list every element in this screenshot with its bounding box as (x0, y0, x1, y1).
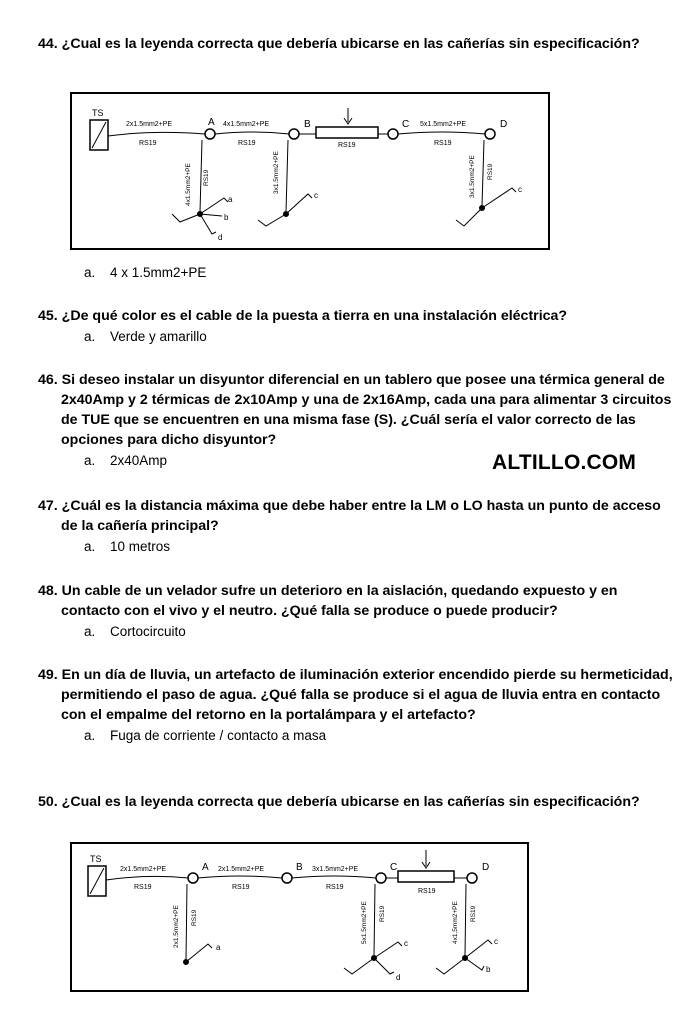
answer-letter: a. (84, 329, 96, 344)
answer-text: 4 x 1.5mm2+PE (110, 265, 207, 280)
seg4-bot-label: RS19 (434, 140, 452, 147)
lamp-box (398, 871, 454, 882)
node-B-label: B (296, 862, 303, 873)
answer-letter: a. (84, 265, 96, 280)
answer-letter: a. (84, 539, 96, 554)
switch-C-2 (374, 942, 402, 958)
seg1-bot-label: RS19 (134, 884, 152, 891)
node-C (388, 129, 398, 139)
dropA-line (186, 884, 187, 960)
circuit-diagram-1 (70, 92, 550, 250)
seg2-top-label: 4x1.5mm2+PE (223, 121, 270, 128)
switch-label-c-D: c (494, 937, 498, 946)
question-49 (38, 665, 678, 745)
switch-B-2 (286, 194, 312, 214)
seg2-line (215, 132, 289, 134)
ts-diagonal (90, 868, 104, 894)
node-B (289, 129, 299, 139)
seg2-bot-label: RS19 (232, 884, 250, 891)
switch-d (374, 958, 394, 974)
question-50 (38, 792, 678, 812)
dropA-label: 4x1.5mm2+PE (185, 163, 192, 206)
question-text: 47. ¿Cuál es la distancia máxima que debe haber entre la LM o LO hasta un punto de acceso de la cañería principal? (38, 498, 661, 534)
switch-D-1 (456, 208, 482, 226)
question-text: 48. Un cable de un velador sufre un deterioro en la aislación, quedando expuesto y en contacto con el vivo y el neutro. ¿Qué falla se produce o puede producir? (38, 583, 618, 619)
answer-text: Verde y amarillo (110, 329, 207, 344)
node-B-label: B (304, 119, 311, 130)
question-text: 44. ¿Cual es la leyenda correcta que debería ubicarse en las cañerías sin especificación? (38, 36, 640, 52)
diagram-2-svg (72, 844, 527, 990)
question-45 (38, 306, 678, 346)
lamp-box (316, 127, 378, 138)
node-D-label: D (500, 119, 508, 130)
seg3-top-label: 3x1.5mm2+PE (312, 866, 359, 873)
switch-label-d: d (396, 973, 401, 982)
dropA-label: 2x1.5mm2+PE (173, 905, 180, 948)
switch-label-d: d (218, 233, 223, 242)
switch-b (465, 958, 484, 970)
dropD-rs-label: RS19 (470, 905, 477, 922)
seg4-bot-label: RS19 (418, 888, 436, 895)
node-A-label: A (208, 117, 215, 128)
question-text: 49. En un día de lluvia, un artefacto de iluminación exterior encendido pierde su hermeticidad, permitiendo el paso de agua. ¿Qué falla se produce si el agua de lluvia entra en contacto con el empalme del retorno en la portalámpara y el artefacto? (38, 667, 673, 723)
dropD-line (465, 884, 466, 956)
answer-47 (84, 538, 678, 556)
switch-label-c-C: c (404, 939, 408, 948)
switch-label-c-D: c (518, 185, 522, 194)
answer-letter: a. (84, 624, 96, 639)
switch-label-c-B: c (314, 191, 318, 200)
seg3-line (292, 876, 376, 878)
dropB-line (286, 140, 288, 212)
switch-label-b: b (224, 213, 229, 222)
circuit-diagram-2 (70, 842, 529, 992)
dropB-label: 3x1.5mm2+PE (273, 151, 280, 194)
switch-D-2 (465, 940, 492, 958)
dropC-line (374, 884, 375, 956)
answer-text: Fuga de corriente / contacto a masa (110, 728, 327, 743)
seg2-bot-label: RS19 (238, 140, 256, 147)
node-A (205, 129, 215, 139)
seg1-line (106, 876, 188, 880)
node-D-label: D (482, 862, 490, 873)
dropC-label: 5x1.5mm2+PE (361, 901, 368, 944)
ts-diagonal (92, 122, 106, 148)
dropC-rs-label: RS19 (379, 905, 386, 922)
dropD-label: 4x1.5mm2+PE (452, 901, 459, 944)
answer-44 (84, 264, 678, 282)
answer-45 (84, 328, 678, 346)
node-D (467, 873, 477, 883)
node-C-label: C (402, 119, 410, 130)
ts-label: TS (92, 108, 104, 118)
switch-a (186, 944, 212, 962)
watermark: ALTILLO.COM (492, 451, 637, 474)
switch-label-a: a (228, 195, 233, 204)
dropA-line (200, 140, 202, 212)
answer-letter: a. (84, 453, 96, 468)
question-text: 46. Si deseo instalar un disyuntor diferencial en un tablero que posee una térmica general de 2x40Amp y 2 térmicas de 2x10Amp y una de 2x16Amp, cada una para alimentar 3 circuitos de TUE que se encuentren en una misma fase (S). ¿Cuál sería el valor correcto de las opciones para dicho disyuntor? (38, 372, 672, 448)
question-47 (38, 496, 678, 556)
seg2-top-label: 2x1.5mm2+PE (218, 866, 265, 873)
switch-label-a: a (216, 943, 221, 952)
switch-a-2 (200, 198, 228, 214)
answer-letter: a. (84, 728, 96, 743)
dropD-label: 3x1.5mm2+PE (469, 155, 476, 198)
switch-C-1 (344, 958, 374, 974)
node-C (376, 873, 386, 883)
seg2-line (198, 876, 282, 878)
node-B (282, 873, 292, 883)
switch-D-2 (482, 188, 516, 208)
ts-label: TS (90, 854, 102, 864)
node-D (485, 129, 495, 139)
seg1-top-label: 2x1.5mm2+PE (126, 121, 173, 128)
answer-text: 2x40Amp (110, 453, 168, 468)
node-A-label: A (202, 862, 209, 873)
seg1-top-label: 2x1.5mm2+PE (120, 866, 167, 873)
question-text: 45. ¿De qué color es el cable de la puesta a tierra en una instalación eléctrica? (38, 308, 568, 324)
answer-text: Cortocircuito (110, 624, 186, 639)
switch-D-1 (436, 958, 465, 974)
question-text: 50. ¿Cual es la leyenda correcta que debería ubicarse en las cañerías sin especificación? (38, 794, 640, 810)
node-A (188, 873, 198, 883)
dropD-line (482, 140, 484, 206)
answer-44-block (38, 262, 678, 282)
seg1-bot-label: RS19 (139, 140, 157, 147)
switch-label-b: b (486, 965, 491, 974)
switch-b (200, 214, 222, 216)
answer-49 (84, 727, 678, 745)
seg3-bot-label: RS19 (338, 142, 356, 149)
switch-d (200, 214, 216, 234)
switch-B-1 (258, 214, 286, 226)
seg3-bot-label: RS19 (326, 884, 344, 891)
diagram-1-svg (72, 94, 548, 248)
dropA-rs-label: RS19 (191, 909, 198, 926)
seg4-line (398, 132, 485, 134)
answer-48 (84, 623, 678, 641)
seg1-line (108, 132, 205, 136)
dropA-rs-label: RS19 (203, 169, 210, 186)
dropD-rs-label: RS19 (487, 163, 494, 180)
node-C-label: C (390, 862, 398, 873)
question-48 (38, 581, 678, 641)
switch-a-1 (172, 214, 200, 222)
seg4-top-label: 5x1.5mm2+PE (420, 121, 467, 128)
question-44 (38, 34, 678, 54)
answer-text: 10 metros (110, 539, 171, 554)
